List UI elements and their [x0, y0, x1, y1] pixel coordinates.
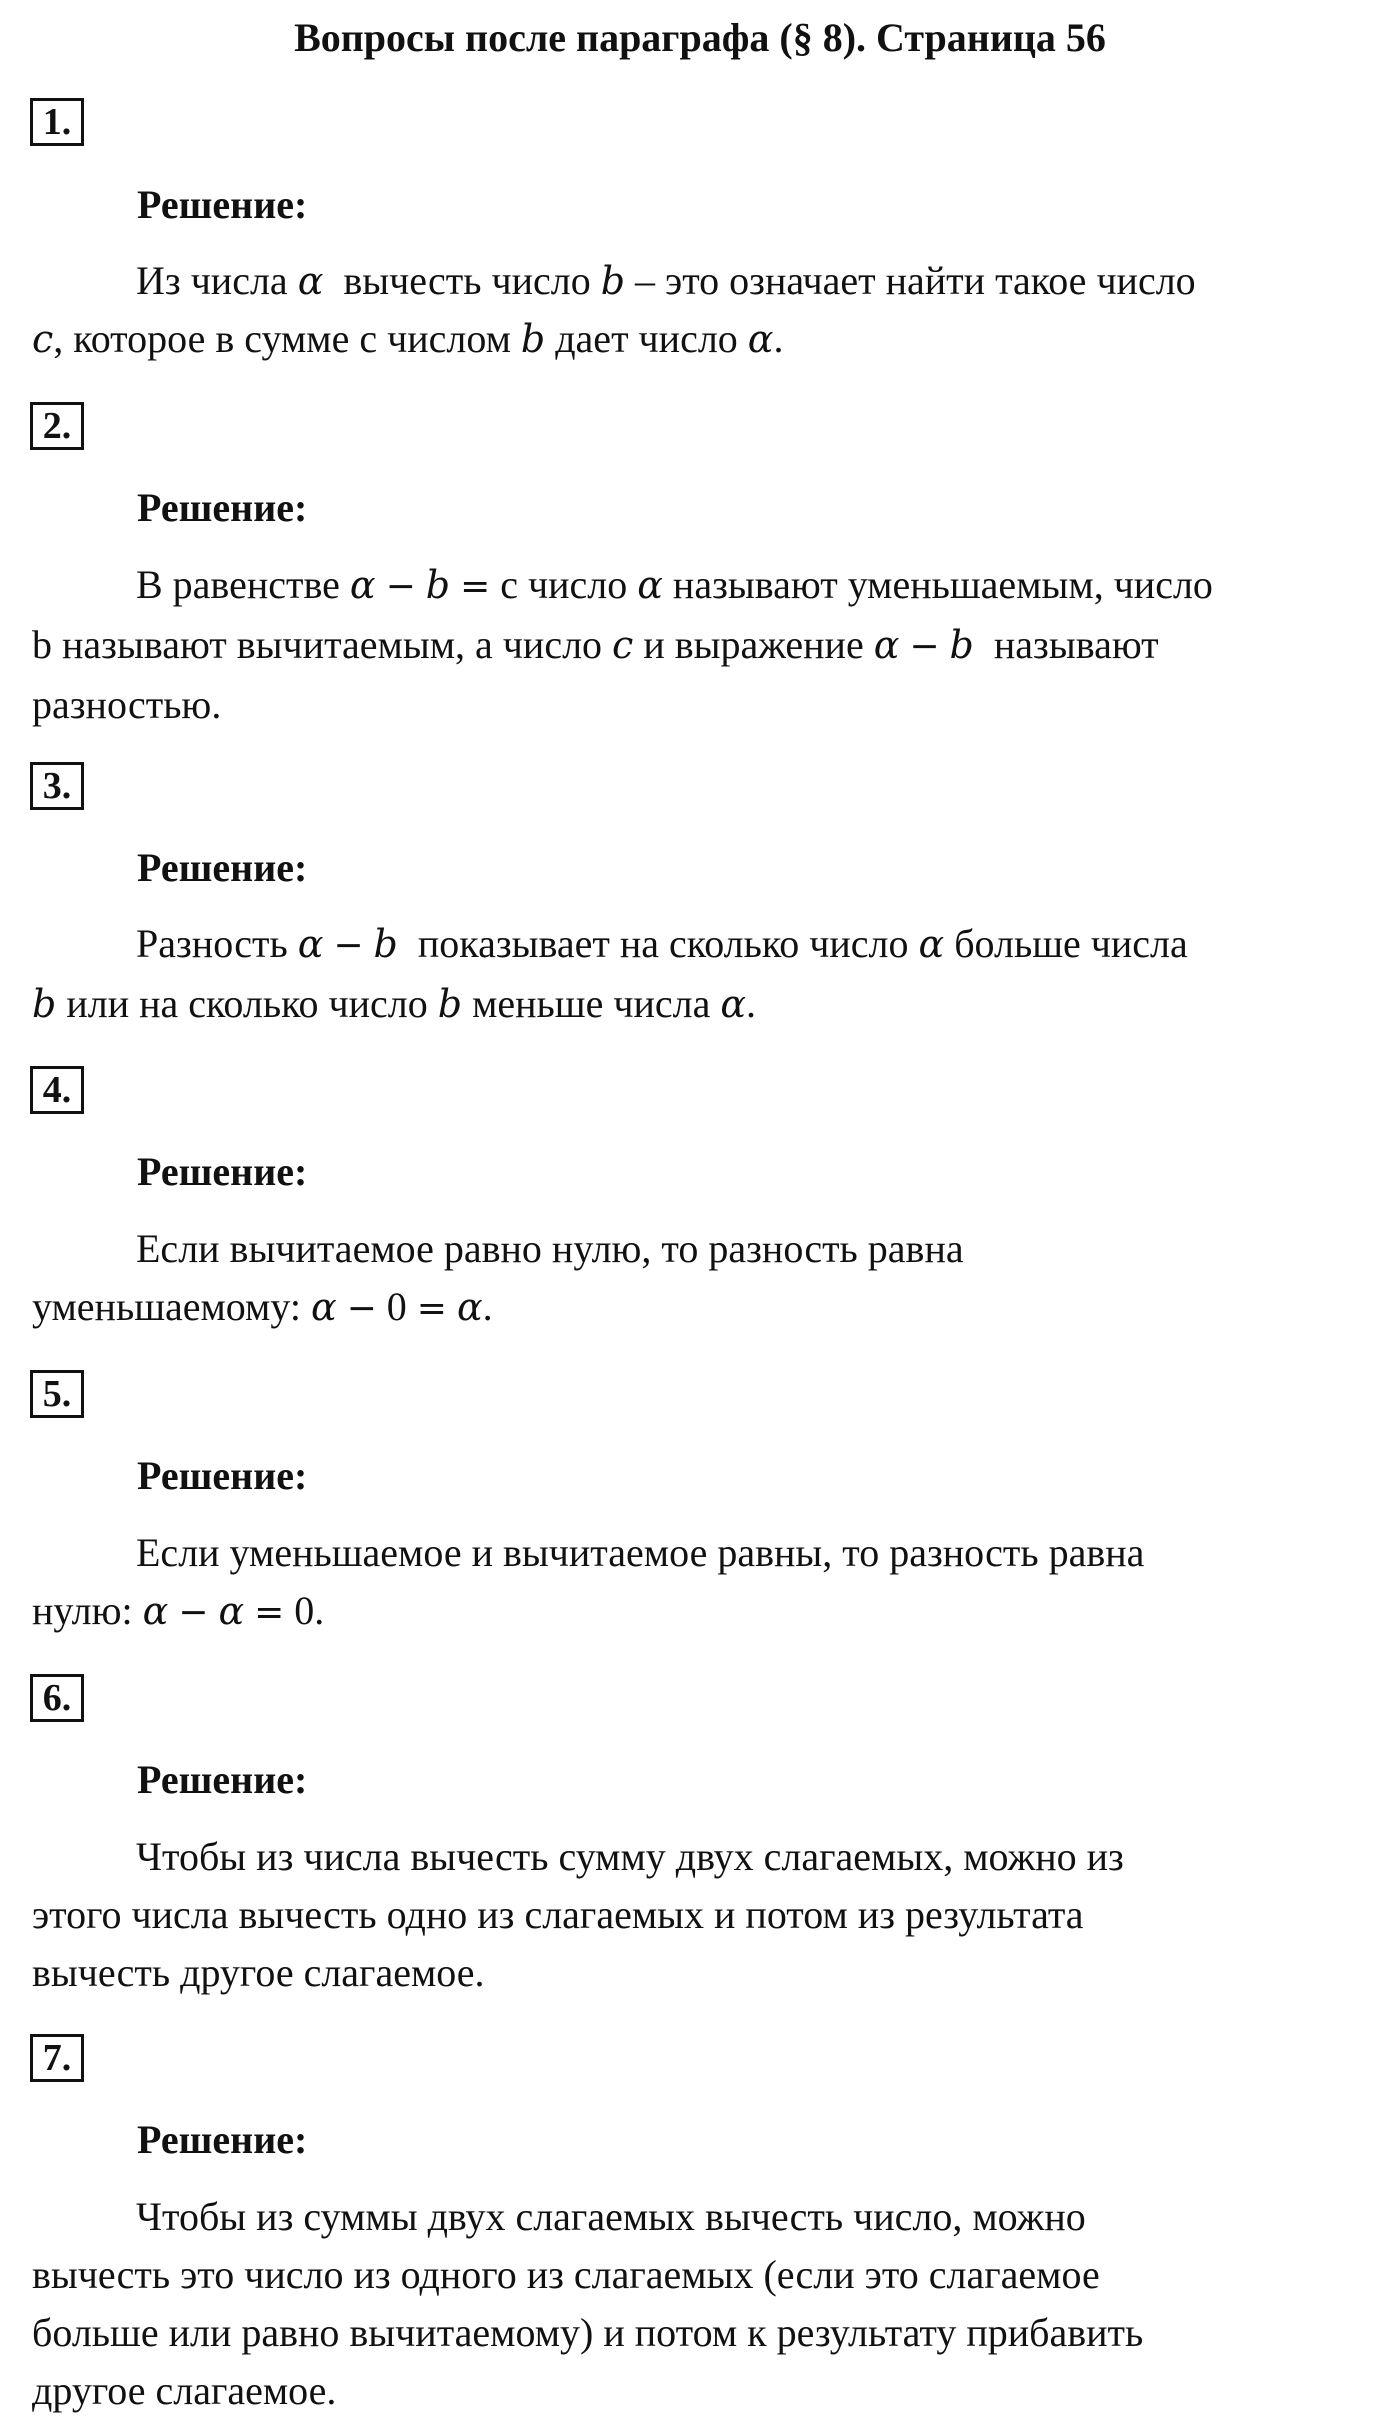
answer-text — [32, 1828, 1372, 2002]
answer-line — [32, 310, 1372, 368]
question-number: 3. — [30, 762, 84, 810]
math-variable: α — [142, 1589, 169, 1633]
math-operator: = — [460, 566, 491, 607]
math-operator: − — [333, 925, 364, 966]
text-segment — [899, 622, 909, 667]
math-variable: α — [720, 982, 746, 1026]
math-variable: α — [456, 1285, 483, 1329]
solution-label: Решение: — [137, 1453, 308, 1498]
page-title: Вопросы после параграфа (§ 8). Страница 56 — [294, 15, 1106, 60]
math-variable: b — [32, 982, 57, 1026]
answer-line — [32, 616, 1372, 676]
math-operator: − — [909, 626, 940, 667]
answer-line — [32, 2362, 1372, 2420]
text-segment: с число — [490, 562, 638, 607]
answer-text — [32, 1524, 1372, 1642]
answer-line — [32, 1944, 1372, 2002]
solution-label: Решение: — [137, 1149, 308, 1194]
solution-label: Решение: — [137, 845, 308, 890]
answer-line — [32, 1828, 1372, 1886]
text-segment: этого числа вычесть одно из слагаемых и потом из результата — [32, 1892, 1084, 1937]
text-segment: 0. — [284, 1588, 325, 1633]
math-variable: b — [373, 922, 398, 966]
answer-line — [32, 556, 1372, 616]
math-operator: = — [254, 1592, 285, 1633]
text-segment — [244, 1588, 254, 1633]
math-variable: α — [918, 922, 945, 966]
text-segment: Чтобы из суммы двух слагаемых вычесть число, можно — [136, 2194, 1086, 2239]
answer-line — [32, 1886, 1372, 1944]
answer-text — [32, 2188, 1372, 2420]
question-number: 4. — [30, 1066, 84, 1114]
math-variable: b — [437, 982, 463, 1026]
text-segment: b называют вычитаемым, а число — [32, 622, 613, 667]
text-segment — [447, 1284, 457, 1329]
text-segment: нулю: — [32, 1588, 143, 1633]
answer-text — [32, 252, 1372, 368]
text-segment: вычесть число — [323, 258, 601, 303]
math-variable: α — [297, 922, 324, 966]
text-segment: , которое в сумме с числом — [53, 316, 521, 361]
math-variable: b — [520, 317, 546, 361]
math-variable: b — [949, 623, 974, 667]
answer-line — [32, 676, 1372, 734]
answer-text — [32, 915, 1372, 1033]
math-variable: α — [747, 317, 774, 361]
answer-line — [32, 2188, 1372, 2246]
text-segment: больше или равно вычитаемому) и потом к результату прибавить — [32, 2310, 1144, 2355]
answer-line — [32, 2304, 1372, 2362]
text-segment: В равенстве — [136, 562, 350, 607]
answer-line — [32, 1524, 1372, 1582]
text-segment: . — [482, 1284, 493, 1329]
text-segment — [364, 921, 374, 966]
text-segment: – это означает найти такое число — [625, 258, 1196, 303]
math-variable: b — [425, 563, 451, 607]
text-segment: вычесть это число из одного из слагаемых (если это слагаемое — [32, 2252, 1100, 2297]
text-segment — [168, 1588, 178, 1633]
text-segment: Разность — [136, 921, 298, 966]
answer-line — [32, 915, 1372, 975]
text-segment: . — [746, 981, 756, 1026]
question-number: 5. — [30, 1370, 84, 1418]
text-segment — [337, 1284, 347, 1329]
answer-text — [32, 556, 1372, 734]
math-variable: α — [297, 259, 324, 303]
text-segment — [376, 562, 386, 607]
text-segment: Если уменьшаемое и вычитаемое равны, то разность равна — [136, 1530, 1145, 1575]
text-segment: называют уменьшаемым, число — [662, 562, 1213, 607]
answer-line — [32, 1278, 1372, 1338]
text-segment — [450, 562, 460, 607]
text-segment: Чтобы из числа вычесть сумму двух слагаемых, можно из — [136, 1834, 1124, 1879]
math-operator: − — [346, 1288, 377, 1329]
text-segment — [208, 1588, 218, 1633]
text-segment — [940, 622, 950, 667]
answer-text — [32, 1220, 1372, 1338]
text-segment: Из числа — [136, 258, 298, 303]
text-segment: Если вычитаемое равно нулю, то разность равна — [136, 1226, 964, 1271]
math-variable: α — [218, 1589, 245, 1633]
math-variable: α — [310, 1285, 337, 1329]
text-segment: меньше числа — [462, 981, 721, 1026]
text-segment — [416, 562, 426, 607]
answer-line — [32, 252, 1372, 310]
text-segment: или на сколько число — [56, 981, 438, 1026]
question-number: 7. — [30, 2034, 84, 2082]
answer-line — [32, 1220, 1372, 1278]
math-variable: α — [637, 563, 663, 607]
math-operator: − — [385, 566, 416, 607]
text-segment: дает число — [545, 316, 748, 361]
solution-label: Решение: — [137, 1757, 308, 1802]
text-segment: . — [773, 316, 784, 361]
math-variable: b — [600, 259, 626, 303]
solution-label: Решение: — [137, 485, 308, 530]
answer-line — [32, 1582, 1372, 1642]
math-variable: c — [32, 317, 54, 361]
solution-label: Решение: — [137, 2117, 308, 2162]
question-number: 6. — [30, 1674, 84, 1722]
text-segment — [323, 921, 333, 966]
math-variable: α — [873, 623, 900, 667]
text-segment: называют — [973, 622, 1159, 667]
math-operator: − — [178, 1592, 209, 1633]
text-segment: и выражение — [633, 622, 874, 667]
text-segment: 0 — [376, 1284, 417, 1329]
text-segment: показывает на сколько число — [397, 921, 919, 966]
math-operator: = — [416, 1288, 447, 1329]
math-variable: c — [612, 623, 634, 667]
text-segment: вычесть другое слагаемое. — [32, 1950, 485, 1995]
text-segment: уменьшаемому: — [32, 1284, 311, 1329]
text-segment: разностью. — [32, 682, 222, 727]
question-number: 1. — [30, 98, 84, 146]
text-segment: другое слагаемое. — [32, 2368, 337, 2413]
question-number: 2. — [30, 402, 84, 450]
answer-line — [32, 975, 1372, 1033]
text-segment: больше числа — [944, 921, 1188, 966]
solution-label: Решение: — [137, 182, 308, 227]
answer-line — [32, 2246, 1372, 2304]
math-variable: α — [349, 563, 376, 607]
